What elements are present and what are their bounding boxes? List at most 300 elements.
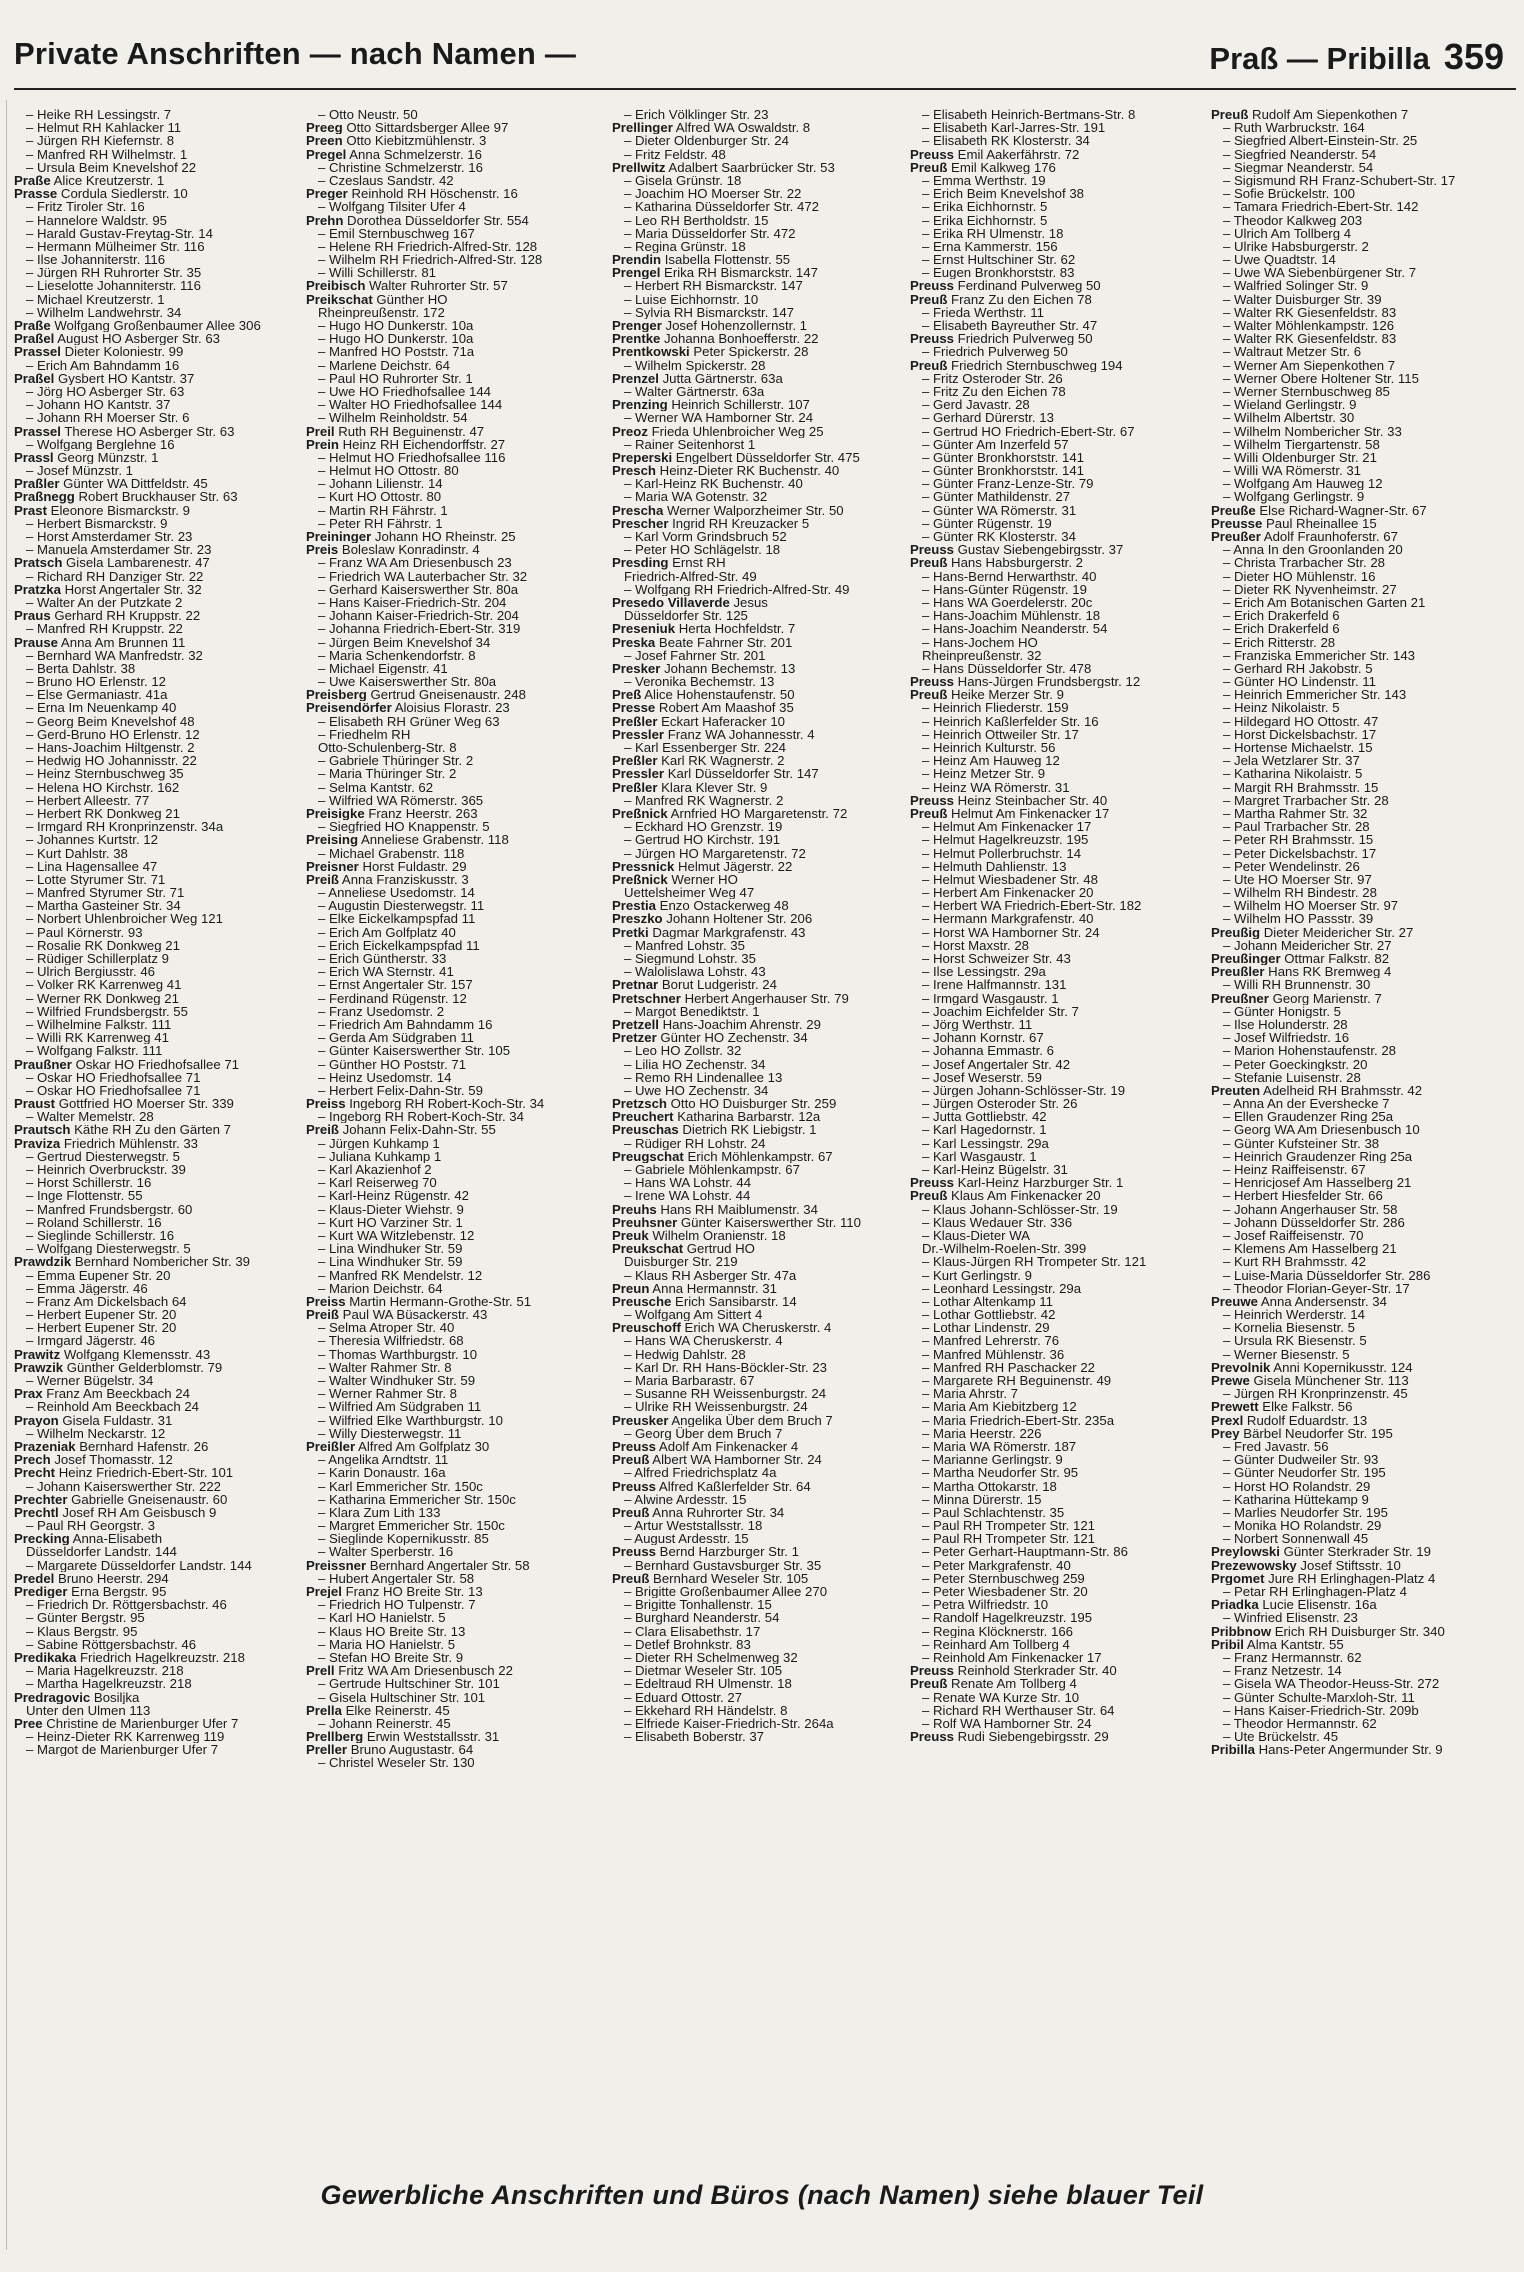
given-name-entry: – Gerhard Dürerstr. 13 (922, 411, 1054, 425)
given-name-entry: – Jutta Gottliebstr. 42 (922, 1110, 1047, 1124)
surname: Precking (14, 1532, 70, 1546)
surname: Preoz (612, 424, 648, 438)
surname: Prechter (14, 1492, 68, 1506)
given-name-entry: – Renate WA Kurze Str. 10 (922, 1690, 1080, 1704)
given-name-entry: – Paul RH Trompeter Str. 121 (922, 1519, 1095, 1533)
surname-entry: Pretschner Herbert Angerhauser Str. 79 (612, 991, 849, 1005)
given-name-entry: – Minna Dürerstr. 15 (922, 1492, 1042, 1506)
surname: Preuss (910, 332, 954, 346)
given-name-entry: – Bernhard WA Manfredstr. 32 (26, 648, 203, 662)
given-name-entry: – Klaus HO Breite Str. 13 (318, 1624, 466, 1638)
given-name-entry: – Friedrich Am Bahndamm 16 (318, 1017, 493, 1032)
surname-entry: Preperski Engelbert Düsseldorfer Str. 475 (612, 450, 860, 465)
given-name-entry: – Heinrich Graudenzer Ring 25a (1223, 1149, 1413, 1163)
surname-entry: Praße Wolfgang Großenbaumer Allee 306 (14, 319, 261, 333)
surname-entry: Predragovic Bosiljka (14, 1690, 140, 1704)
surname: Praße (14, 173, 51, 188)
surname: Pretzer (612, 1031, 657, 1045)
given-name-entry: – Hubert Angertaler Str. 58 (318, 1571, 475, 1585)
surname: Pribilla (1211, 1743, 1255, 1757)
surname-entry: Preiß Johann Felix-Dahn-Str. 55 (306, 1123, 496, 1137)
given-name-entry: – Josef Wilfriedstr. 16 (1223, 1031, 1350, 1045)
given-name-entry: – Jürgen RH Ruhrorter Str. 35 (26, 266, 202, 280)
given-name-entry: – Margot Benediktstr. 1 (624, 1004, 760, 1018)
given-name-entry: – Marion Hohenstaufenstr. 28 (1223, 1044, 1397, 1058)
surname-entry: Preugschat Erich Möhlenkampstr. 67 (612, 1149, 833, 1163)
given-name-entry: – Erna Im Neuenkamp 40 (26, 701, 177, 715)
surname-entry: Prexl Rudolf Eduardstr. 13 (1211, 1413, 1368, 1427)
surname: Pressnick (612, 859, 675, 873)
surname: Prellberg (306, 1730, 364, 1744)
surname: Prein (306, 437, 339, 451)
surname: Prenzel (612, 371, 659, 385)
given-name-entry: – Johannes Kurtstr. 12 (26, 833, 158, 847)
surname: Praßler (14, 477, 60, 491)
given-name-entry: – Luise Eichhornstr. 10 (624, 292, 759, 306)
given-name-entry: – Irmgard RH Kronprinzenstr. 34a (26, 820, 224, 834)
given-name-entry: – Wilfried WA Römerstr. 365 (318, 793, 484, 807)
given-name-entry: – Selma Kantstr. 62 (318, 780, 434, 794)
surname: Preska (612, 635, 656, 649)
given-name-entry: – Johanna Friedrich-Ebert-Str. 319 (318, 622, 521, 636)
surname-entry: Prentkowski Peter Spickerstr. 28 (612, 345, 809, 359)
surname: Pratzka (14, 582, 61, 596)
surname: Prehn (306, 213, 344, 227)
given-name-entry: – Wilhelm HO Passstr. 39 (1223, 912, 1374, 926)
surname-entry: Preil Ruth RH Beguinenstr. 47 (306, 424, 485, 438)
given-name-entry: – Karl-Heinz RK Buchenstr. 40 (624, 477, 803, 491)
given-name-entry: – Gerd-Bruno HO Erlenstr. 12 (26, 727, 200, 741)
given-name-entry: – Lina Windhuker Str. 59 (318, 1255, 463, 1269)
given-name-entry: – Richard RH Danziger Str. 22 (26, 569, 204, 583)
given-name-entry: – Anna In den Groonlanden 20 (1223, 543, 1403, 557)
given-name-entry: – Herbert Eupener Str. 20 (26, 1308, 177, 1322)
surname: Pretschner (612, 991, 681, 1005)
given-name-entry: – Johann Kornstr. 67 (922, 1031, 1044, 1045)
given-name-entry: – Willi Oldenburger Str. 21 (1223, 450, 1377, 465)
given-name-entry: – Paul Trarbacher Str. 28 (1223, 820, 1370, 834)
given-name-entry: – Theodor Hermannstr. 62 (1223, 1716, 1377, 1731)
given-name-entry: – Wolfgang Tilsiter Ufer 4 (318, 200, 466, 214)
surname: Prevolnik (1211, 1360, 1271, 1374)
given-name-entry: – Marion Deichstr. 64 (318, 1281, 443, 1295)
given-name-entry: – Lieselotte Johanniterstr. 116 (26, 279, 201, 293)
given-name-entry: – Josef Weserstr. 59 (922, 1070, 1042, 1084)
surname: Preuss (910, 793, 954, 807)
given-name-entry: – Michael Grabenstr. 118 (318, 846, 465, 860)
given-name-entry: – Hans-Joachim Hiltgenstr. 2 (26, 741, 195, 755)
surname-entry: Prechter Gabrielle Gneisenaustr. 60 (14, 1492, 228, 1506)
surname: Pressler (612, 727, 665, 741)
surname: Preiß (306, 1308, 339, 1322)
given-name-entry: – Frieda Werthstr. 11 (922, 305, 1044, 319)
given-name-entry: – Herbert Eupener Str. 20 (26, 1321, 177, 1335)
surname-entry: Preisendörfer Aloisius Florastr. 23 (306, 701, 510, 715)
surname-entry: Pretnar Borut Ludgeristr. 24 (612, 978, 777, 992)
given-name-entry: – Helmut HO Ottostr. 80 (318, 464, 459, 478)
given-name-entry: – Günter Kaiserswerther Str. 105 (318, 1044, 511, 1058)
given-name-entry: – Clara Elisabethstr. 17 (624, 1624, 761, 1638)
given-name-entry: – Wilfried Am Südgraben 11 (318, 1400, 482, 1414)
given-name-entry: – Friedhelm RH (318, 727, 411, 741)
given-name-entry: – Stefan HO Breite Str. 9 (318, 1650, 464, 1665)
given-name-entry: – Walter Möhlenkampstr. 126 (1223, 319, 1395, 333)
given-name-entry: – Wolfgang Berglehne 16 (26, 437, 175, 451)
surname: Predragovic (14, 1690, 91, 1704)
given-name-entry: – Horst Schillerstr. 16 (26, 1176, 152, 1190)
given-name-entry: – Helmut Am Finkenacker 17 (922, 820, 1092, 834)
given-name-entry: – Erna Kammerstr. 156 (922, 239, 1058, 254)
given-name-entry: – Franz Usedomstr. 2 (318, 1004, 445, 1018)
given-name-entry: – Manfred Lohstr. 35 (624, 938, 745, 952)
given-name-entry: – Elisabeth RH Grüner Weg 63 (318, 714, 500, 728)
surname-entry: Preisberg Gertrud Gneisenaustr. 248 (306, 688, 526, 702)
given-name-entry: – Siegfried Albert-Einstein-Str. 25 (1223, 134, 1418, 148)
column-1 (14, 108, 299, 1756)
given-name-entry: – Walter RK Giesenfeldstr. 83 (1223, 305, 1397, 319)
given-name-entry: – Maria WA Gotenstr. 32 (624, 490, 768, 504)
given-name-entry: – Elisabeth RK Klosterstr. 34 (922, 134, 1090, 148)
surname-entry: Preuß Hans Habsburgerstr. 2 (910, 556, 1083, 570)
surname-entry: Prassel Dieter Koloniestr. 99 (14, 345, 184, 359)
given-name-entry: – Walolislawa Lohstr. 43 (624, 965, 766, 979)
surname-entry: Preuss Ferdinand Pulverweg 50 (910, 279, 1101, 293)
surname: Preuß (1211, 108, 1249, 122)
given-name-entry: – Ekkehard RH Händelstr. 8 (624, 1703, 788, 1717)
surname: Precht (14, 1466, 56, 1480)
surname-entry: Prewe Gisela Münchener Str. 113 (1211, 1374, 1409, 1388)
surname: Preuchert (612, 1110, 674, 1124)
given-name-entry: – Gerhard Kaiserswerther Str. 80a (318, 582, 519, 596)
surname-entry: Preußig Dieter Meidericher Str. 27 (1211, 925, 1414, 939)
given-name-entry: – Franz WA Am Driesenbusch 23 (318, 556, 512, 570)
surname: Priadka (1211, 1598, 1259, 1612)
given-name-entry: – Sabine Röttgersbachstr. 46 (26, 1637, 197, 1651)
surname-entry: Prengel Erika RH Bismarckstr. 147 (612, 266, 818, 280)
surname-entry: Preßler Karl RK Wagnerstr. 2 (612, 754, 785, 768)
given-name-entry: – Friedrich WA Lauterbacher Str. 32 (318, 569, 528, 583)
given-name-entry: – Ulrike Habsburgerstr. 2 (1223, 239, 1369, 254)
given-name-entry: – Siegmar Neanderstr. 54 (1223, 160, 1374, 174)
surname: Prech (14, 1453, 51, 1467)
given-name-entry: – Gerd Javastr. 28 (922, 398, 1030, 412)
given-name-entry: – Ferdinand Rügenstr. 12 (318, 991, 467, 1005)
given-name-entry: – Heinz Usedomstr. 14 (318, 1070, 452, 1084)
given-name-entry: – Karl Dr. RH Hans-Böckler-Str. 23 (624, 1360, 828, 1374)
given-name-entry: – Erich Eickelkampspfad 11 (318, 938, 480, 952)
given-name-entry: – Wilfried Elke Warthburgstr. 10 (318, 1413, 503, 1427)
given-name-entry: – Klemens Am Hasselberg 21 (1223, 1242, 1397, 1256)
given-name-entry: – Elisabeth Karl-Jarres-Str. 191 (922, 121, 1106, 135)
given-name-entry: – Rainer Seitenhorst 1 (624, 437, 756, 451)
given-name-entry: – Hugo HO Dunkerstr. 10a (318, 332, 474, 346)
column-4 (910, 108, 1195, 1743)
given-name-entry: – Paul RH Trompeter Str. 121 (922, 1532, 1095, 1546)
surname: Preen (306, 134, 343, 148)
given-name-entry: – Katharina Düsseldorfer Str. 472 (624, 200, 819, 214)
given-name-entry: – Paul Körnerstr. 93 (26, 925, 143, 939)
surname: Prejel (306, 1585, 342, 1599)
page-header (14, 36, 1510, 88)
given-name-entry: – Wilhelm Albertstr. 30 (1223, 411, 1355, 425)
surname-entry: Praßel Gysbert HO Kantstr. 37 (14, 371, 195, 385)
given-name-entry: – Herbert Alleestr. 77 (26, 793, 150, 807)
given-name-entry: – August Ardesstr. 15 (624, 1532, 749, 1546)
page-edge-line (6, 100, 7, 2250)
given-name-entry: – Eckhard HO Grenzstr. 19 (624, 820, 783, 834)
given-name-entry: – Helmut HO Friedhofsallee 116 (318, 450, 506, 465)
surname: Pretki (612, 925, 649, 939)
given-name-entry: – Hans-Jochem HO (922, 635, 1038, 649)
surname-entry: Prestia Enzo Ostackerweg 48 (612, 899, 789, 913)
given-name-entry: – Peter Gerhart-Hauptmann-Str. 86 (922, 1545, 1128, 1559)
given-name-entry: – Helena HO Kirchstr. 162 (26, 780, 180, 794)
surname-entry: Prenzing Heinrich Schillerstr. 107 (612, 398, 810, 412)
surname: Preperski (612, 450, 673, 465)
given-name-entry: – Kurt Gerlingstr. 9 (922, 1268, 1032, 1282)
surname: Preuhs (612, 1202, 657, 1216)
surname-entry: Preuss Bernd Harzburger Str. 1 (612, 1545, 799, 1559)
given-name-entry: – Klaus-Dieter Wiehstr. 9 (318, 1202, 464, 1216)
given-name-entry: – Helmut Hagelkreuzstr. 195 (922, 833, 1089, 847)
surname-entry: Preuss Karl-Heinz Harzburger Str. 1 (910, 1176, 1124, 1190)
given-name-entry: – Joachim HO Moerser Str. 22 (624, 187, 802, 201)
given-name-entry: – Paul RH Georgstr. 3 (26, 1519, 156, 1533)
surname: Preußinger (1211, 952, 1281, 966)
given-name-entry: – Maria Ahrstr. 7 (922, 1387, 1019, 1401)
surname-entry: Praßler Günter WA Dittfeldstr. 45 (14, 477, 208, 491)
given-name-entry: – Heinz Sternbuschweg 35 (26, 767, 184, 781)
surname: Preuwe (1211, 1294, 1258, 1309)
surname: Prendin (612, 253, 662, 267)
given-name-entry: – Ulrich Am Tollberg 4 (1223, 226, 1352, 240)
surname-entry: Preuß Renate Am Tollberg 4 (910, 1677, 1077, 1691)
surname: Preugschat (612, 1149, 684, 1163)
surname: Presding (612, 556, 669, 570)
given-name-entry: – Erika Eichhornstr. 5 (922, 213, 1048, 227)
given-name-entry: – Reinhold Am Finkenacker 17 (922, 1650, 1102, 1665)
surname-entry: Prescha Werner Walporzheimer Str. 50 (612, 503, 844, 517)
given-name-entry: – Rüdiger Schillerplatz 9 (26, 952, 169, 966)
given-name-entry: – Ute HO Moerser Str. 97 (1223, 872, 1372, 887)
surname-entry: Prescher Ingrid RH Kreuzacker 5 (612, 516, 810, 530)
given-name-entry: – Rüdiger RH Lohstr. 24 (624, 1136, 766, 1150)
surname-entry: Preuss Emil Aakerfährstr. 72 (910, 147, 1080, 161)
given-name-entry: – Otto Neustr. 50 (318, 108, 418, 122)
surname: Preissner (306, 1558, 367, 1572)
given-name-entry: – Herbert WA Friedrich-Ebert-Str. 182 (922, 899, 1142, 913)
surname-entry: Preuss Friedrich Pulverweg 50 (910, 332, 1093, 346)
given-name-entry: – Werner Bügelstr. 34 (26, 1374, 154, 1388)
surname-entry: Preisner Horst Fuldastr. 29 (306, 859, 467, 873)
surname: Prexl (1211, 1413, 1244, 1427)
surname-entry: Preusche Erich Sansibarstr. 14 (612, 1294, 797, 1309)
given-name-entry: – Werner Biesenstr. 5 (1223, 1347, 1350, 1361)
given-name-entry: – Kurt RH Brahmsstr. 42 (1223, 1255, 1366, 1269)
surname-entry: Prawzik Günther Gelderblomstr. 79 (14, 1360, 223, 1374)
given-name-entry: – Uwe Quadtstr. 14 (1223, 253, 1336, 267)
given-name-entry: – Christel Weseler Str. 130 (318, 1756, 475, 1770)
page-number: 359 (1443, 36, 1504, 77)
given-name-entry: – Martin RH Fährstr. 1 (318, 503, 448, 517)
surname: Prautsch (14, 1123, 71, 1137)
given-name-entry: – Sigismund RH Franz-Schubert-Str. 17 (1223, 173, 1456, 188)
given-name-entry: – Walter An der Putzkate 2 (26, 595, 183, 610)
given-name-entry: – Heinz Am Hauweg 12 (922, 754, 1060, 768)
surname: Prell (306, 1664, 335, 1678)
given-name-entry: – Monika HO Rolandstr. 29 (1223, 1519, 1382, 1533)
given-name-entry: – Joachim Eichfelder Str. 7 (922, 1004, 1079, 1018)
given-name-entry: – Peter Sternbuschweg 259 (922, 1571, 1085, 1585)
header-right (1209, 36, 1504, 78)
given-name-entry: – Wilhelm RH Bindestr. 28 (1223, 886, 1377, 900)
given-name-entry: – Emma Eupener Str. 20 (26, 1268, 171, 1282)
surname: Prey (1211, 1426, 1240, 1440)
surname-entry: Preiss Ingeborg RH Robert-Koch-Str. 34 (306, 1097, 545, 1111)
surname-entry: Preßnick Werner HO (612, 872, 738, 887)
given-name-entry: – Werner Rahmer Str. 8 (318, 1387, 458, 1401)
given-name-entry: – Anneliese Usedomstr. 14 (318, 886, 475, 900)
surname-entry: Preßler Eckart Haferacker 10 (612, 714, 785, 728)
given-name-entry: – Kurt Dahlstr. 38 (26, 846, 128, 860)
given-name-entry: – Walter Windhuker Str. 59 (318, 1374, 476, 1388)
given-name-entry: – Jürgen RH Kronprinzenstr. 45 (1223, 1387, 1408, 1401)
given-name-entry: – Maria WA Römerstr. 187 (922, 1439, 1077, 1454)
given-name-entry: – Erich Am Golfplatz 40 (318, 925, 456, 939)
given-name-entry: – Erich Ritterstr. 28 (1223, 635, 1336, 649)
given-name-entry: – Manuela Amsterdamer Str. 23 (26, 543, 212, 557)
given-name-entry: – Walter Memelstr. 28 (26, 1110, 154, 1124)
given-name-entry: – Gertrud Diesterwegstr. 5 (26, 1149, 180, 1163)
given-name-entry: – Hans-Joachim Mühlenstr. 18 (922, 609, 1101, 623)
given-name-entry: – Peter HO Schlägelstr. 18 (624, 543, 781, 557)
given-name-entry: – Emma Jägerstr. 46 (26, 1281, 148, 1295)
given-name-entry: – Günter Kufsteiner Str. 38 (1223, 1136, 1380, 1150)
given-name-entry: – Walter RK Giesenfeldstr. 83 (1223, 332, 1397, 346)
given-name-entry: – Wilhelm HO Moerser Str. 97 (1223, 899, 1399, 913)
entry-continuation: Düsseldorfer Landstr. 144 (26, 1545, 178, 1559)
given-name-entry: – Heinz Nikolaistr. 5 (1223, 701, 1340, 715)
entry-continuation: Düsseldorfer Str. 125 (624, 609, 748, 623)
surname-entry: Preun Anna Hermannstr. 31 (612, 1281, 777, 1295)
given-name-entry: – Willy Diesterwegstr. 11 (318, 1426, 462, 1440)
given-name-entry: – Erich WA Sternstr. 41 (318, 965, 454, 979)
surname: Prezewowsky (1211, 1558, 1297, 1572)
given-name-entry: – Czeslaus Sandstr. 42 (318, 173, 454, 188)
given-name-entry: – Hildegard HO Ottostr. 47 (1223, 714, 1379, 728)
given-name-entry: – Ingeborg RH Robert-Koch-Str. 34 (318, 1110, 524, 1124)
surname-entry: Preoz Frieda Uhlenbroicher Weg 25 (612, 424, 824, 438)
given-name-entry: – Werner Sternbuschweg 85 (1223, 384, 1390, 399)
surname: Prechtl (14, 1505, 59, 1520)
given-name-entry: – Katharina Nikolaistr. 5 (1223, 767, 1363, 781)
given-name-entry: – Günter Honigstr. 5 (1223, 1004, 1342, 1018)
given-name-entry: – Klaus Wedauer Str. 336 (922, 1215, 1073, 1229)
surname-entry: Prellberg Erwin Weststallsstr. 31 (306, 1730, 500, 1744)
surname: Prescher (612, 516, 669, 530)
surname-entry: Pratzka Horst Angertaler Str. 32 (14, 582, 202, 596)
surname-entry: Prezewowsky Josef Stiftsstr. 10 (1211, 1558, 1401, 1572)
given-name-entry: – Fritz Tiroler Str. 16 (26, 200, 145, 214)
given-name-entry: – Hermann Mülheimer Str. 116 (26, 239, 205, 254)
given-name-entry: – Manfred RK Wagnerstr. 2 (624, 793, 784, 807)
given-name-entry: – Dieter RH Schelmenweg 32 (624, 1650, 798, 1665)
given-name-entry: – Günter HO Lindenstr. 11 (1223, 675, 1376, 689)
surname-entry: Preller Bruno Augustastr. 64 (306, 1743, 474, 1757)
given-name-entry: – Wilhelm Reinholdstr. 54 (318, 411, 468, 425)
given-name-entry: – Berta Dahlstr. 38 (26, 661, 136, 676)
surname-entry: Pretzer Günter HO Zechenstr. 34 (612, 1031, 808, 1045)
given-name-entry: – Ursula Beim Knevelshof 22 (26, 160, 197, 174)
surname: Prescha (612, 503, 664, 517)
surname: Preßler (612, 754, 658, 768)
surname-entry: Preuß Emil Kalkweg 176 (910, 160, 1056, 174)
surname-entry: Prellinger Alfred WA Oswaldstr. 8 (612, 121, 811, 135)
given-name-entry: – Emma Werthstr. 19 (922, 173, 1046, 188)
given-name-entry: – Dieter Oldenburger Str. 24 (624, 134, 789, 148)
given-name-entry: – Lina Hagensallee 47 (26, 859, 158, 873)
given-name-entry: – Theresia Wilfriedstr. 68 (318, 1334, 464, 1348)
surname: Pregel (306, 147, 347, 161)
surname: Preis (306, 543, 339, 557)
given-name-entry: – Heinz Metzer Str. 9 (922, 767, 1046, 781)
given-name-entry: – Erich Völklinger Str. 23 (624, 108, 769, 122)
surname-entry: Prein Heinz RH Eichendorffstr. 27 (306, 437, 506, 451)
surname: Preller (306, 1743, 348, 1757)
given-name-entry: – Gisela WA Theodor-Heuss-Str. 272 (1223, 1677, 1440, 1691)
given-name-entry: – Wolfgang Diesterwegstr. 5 (26, 1242, 191, 1256)
given-name-entry: – Johann RH Moerser Str. 6 (26, 411, 190, 425)
surname: Prentke (612, 332, 661, 346)
given-name-entry: – Brigitte Tonhallenstr. 15 (624, 1598, 772, 1612)
surname-entry: Pressnick Helmut Jägerstr. 22 (612, 859, 793, 873)
surname-entry: Prautsch Käthe RH Zu den Gärten 7 (14, 1123, 231, 1137)
surname-entry: Preußler Hans RK Bremweg 4 (1211, 965, 1392, 979)
given-name-entry: – Reinhold Am Beeckbach 24 (26, 1400, 200, 1414)
surname-entry: Preuwe Anna Andersenstr. 34 (1211, 1294, 1387, 1309)
surname-entry: Preiss Martin Hermann-Grothe-Str. 51 (306, 1294, 532, 1309)
surname-entry: Prast Eleonore Bismarckstr. 9 (14, 503, 190, 517)
given-name-entry: – Horst WA Hamborner Str. 24 (922, 925, 1100, 939)
surname: Preuß (910, 1677, 948, 1691)
surname-entry: Prehn Dorothea Düsseldorfer Str. 554 (306, 213, 529, 227)
surname: Preß (612, 688, 642, 702)
surname-entry: Predikaka Friedrich Hagelkreuzstr. 218 (14, 1650, 245, 1665)
given-name-entry: – Elfriede Kaiser-Friedrich-Str. 264a (624, 1716, 834, 1731)
given-name-entry: – Katharina Emmericher Str. 150c (318, 1492, 516, 1506)
surname-entry: Preuß Klaus Am Finkenacker 20 (910, 1189, 1101, 1203)
given-name-entry: – Roland Schillerstr. 16 (26, 1215, 162, 1229)
given-name-entry: – Ruth Warbruckstr. 164 (1223, 121, 1365, 135)
surname-entry: Preuss Gustav Siebengebirgsstr. 37 (910, 543, 1124, 557)
given-name-entry: – Augustin Diesterwegstr. 11 (318, 899, 485, 913)
surname-entry: Prentke Johanna Bonhoefferstr. 22 (612, 332, 819, 346)
surname-entry: Prgomet Jure RH Erlinghagen-Platz 4 (1211, 1571, 1436, 1585)
given-name-entry: – Margarete Düsseldorfer Landstr. 144 (26, 1558, 252, 1572)
surname-entry: Pressler Karl Düsseldorfer Str. 147 (612, 767, 819, 781)
given-name-entry: – Bruno HO Erlenstr. 12 (26, 675, 167, 689)
surname-entry: Prasse Cordula Siedlerstr. 10 (14, 187, 188, 201)
given-name-entry: – Gerda Am Südgraben 11 (318, 1031, 474, 1045)
surname: Prawitz (14, 1347, 61, 1361)
given-name-entry: – Willi WA Römerstr. 31 (1223, 464, 1362, 478)
surname-entry: Praße Alice Kreutzerstr. 1 (14, 173, 165, 188)
entry-continuation: Unter den Ulmen 113 (26, 1703, 151, 1717)
given-name-entry: – Johann Kaiserswerther Str. 222 (26, 1479, 221, 1493)
given-name-entry: – Uwe HO Zechenstr. 34 (624, 1083, 769, 1098)
given-name-entry: – Erich Am Botanischen Garten 21 (1223, 595, 1426, 610)
given-name-entry: – Peter Markgrafenstr. 40 (922, 1558, 1071, 1572)
